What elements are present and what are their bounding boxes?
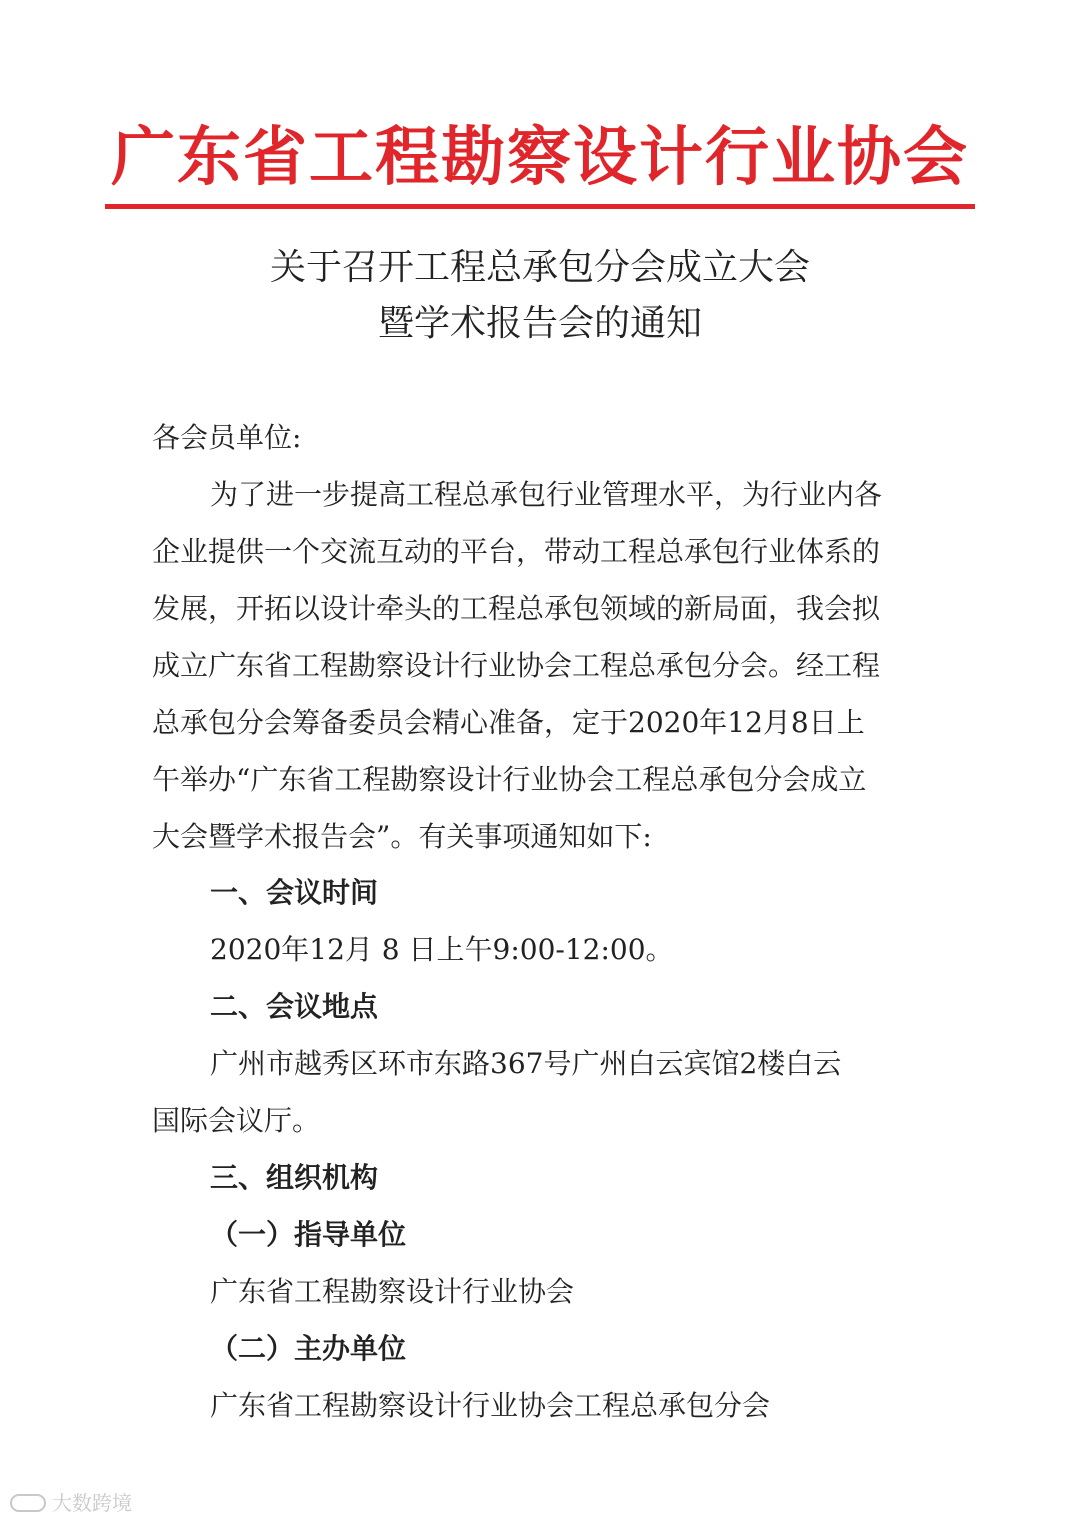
intro-line: 总承包分会筹备委员会精心准备，定于2020年12月8日上 [152, 706, 865, 739]
meeting-place-value: 广州市越秀区环市东路367号广州白云宾馆2楼白云 [210, 1047, 842, 1080]
guiding-unit-value: 广东省工程勘察设计行业协会 [210, 1275, 575, 1308]
host-unit-value: 广东省工程勘察设计行业协会工程总承包分会 [210, 1389, 771, 1422]
subheading-host-unit: （二）主办单位 [210, 1332, 407, 1365]
section-heading-place: 二、会议地点 [210, 990, 379, 1023]
intro-line: 为了进一步提高工程总承包行业管理水平，为行业内各 [210, 478, 883, 511]
section-heading-time: 一、会议时间 [210, 876, 379, 909]
document-title-line-1: 关于召开工程总承包分会成立大会 [269, 247, 810, 288]
section-heading-organization: 三、组织机构 [210, 1161, 379, 1194]
intro-line: 大会暨学术报告会”。有关事项通知如下: [152, 820, 652, 853]
watermark-logo-icon [10, 1494, 46, 1512]
intro-line: 发展，开拓以设计牵头的工程总承包领域的新局面，我会拟 [152, 592, 881, 625]
intro-line: 午举办“广东省工程勘察设计行业协会工程总承包分会成立 [152, 763, 867, 796]
intro-line: 企业提供一个交流互动的平台，带动工程总承包行业体系的 [152, 535, 881, 568]
meeting-time-value: 2020年12月 8 日上午9:00-12:00。 [210, 933, 674, 966]
watermark-text: 大数跨境 [52, 1491, 132, 1515]
salutation: 各会员单位: [152, 421, 302, 454]
letterhead-organization-name: 广东省工程勘察设计行业协会 [111, 121, 969, 195]
watermark [10, 1490, 132, 1516]
meeting-place-value-continued: 国际会议厅。 [152, 1104, 321, 1137]
letterhead-divider [105, 204, 975, 209]
document-title-line-2: 暨学术报告会的通知 [377, 303, 702, 344]
intro-line: 成立广东省工程勘察设计行业协会工程总承包分会。经工程 [152, 649, 881, 682]
subheading-guiding-unit: （一）指导单位 [210, 1218, 407, 1251]
